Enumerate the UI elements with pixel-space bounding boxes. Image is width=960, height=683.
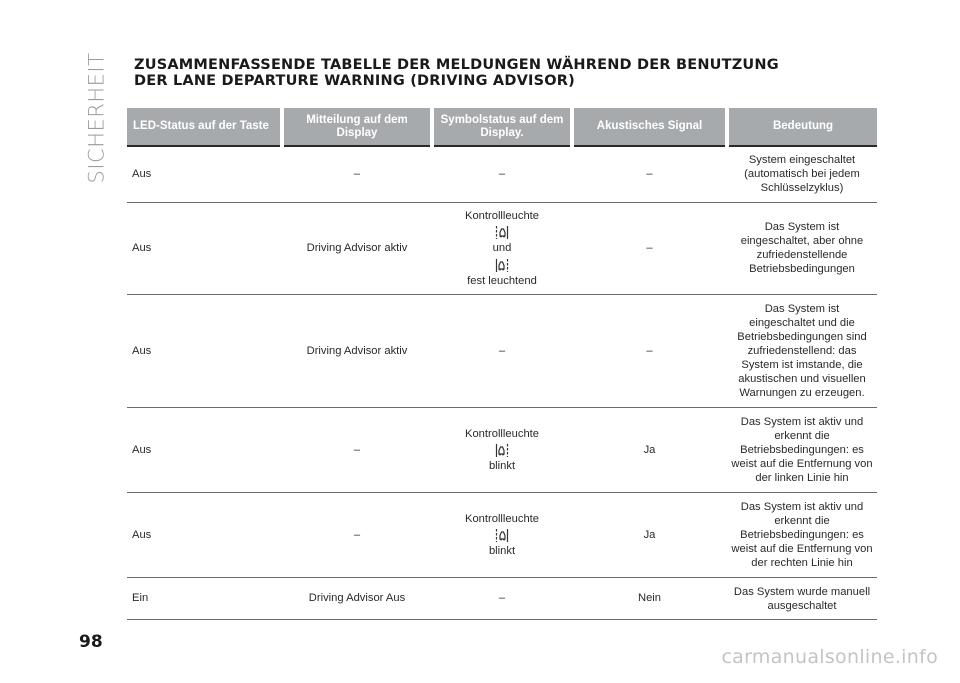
cell-message: Driving Advisor Aus bbox=[282, 578, 432, 620]
table-row bbox=[127, 146, 877, 202]
page-number: 98 bbox=[79, 632, 103, 652]
cell-meaning: Das System ist eingeschaltet und die Betriebsbedingungen sind zufriedenstellend: das System ist imstande, die akustischen und visuellen Warnungen zu erzeugen. bbox=[727, 295, 877, 408]
lane-left-icon bbox=[495, 224, 509, 240]
cell-symbol: – bbox=[432, 146, 572, 202]
cell-message: Driving Advisor aktiv bbox=[282, 202, 432, 295]
table-row bbox=[127, 408, 877, 493]
cell-led: Aus bbox=[127, 493, 282, 578]
cell-acoustic: Ja bbox=[572, 493, 727, 578]
cell-acoustic: – bbox=[572, 295, 727, 408]
header-meaning: Bedeutung bbox=[727, 108, 877, 146]
cell-led: Ein bbox=[127, 578, 282, 620]
cell-meaning: Das System ist eingeschaltet, aber ohne zufriedenstellende Betriebsbedingungen bbox=[727, 202, 877, 295]
cell-acoustic: Ja bbox=[572, 408, 727, 493]
cell-message: – bbox=[282, 146, 432, 202]
cell-acoustic: – bbox=[572, 146, 727, 202]
header-display-message: Mitteilung auf dem Display bbox=[282, 108, 432, 146]
cell-led: Aus bbox=[127, 295, 282, 408]
cell-led: Aus bbox=[127, 408, 282, 493]
cell-message: – bbox=[282, 493, 432, 578]
lane-right-icon bbox=[495, 442, 509, 458]
table-row bbox=[127, 578, 877, 620]
cell-message: Driving Advisor aktiv bbox=[282, 295, 432, 408]
cell-meaning: System eingeschaltet (automatisch bei jedem Schlüsselzyklus) bbox=[727, 146, 877, 202]
cell-symbol bbox=[432, 408, 572, 493]
cell-meaning: Das System ist aktiv und erkennt die Betriebsbedingungen: es weist auf die Entfernung von der linken Linie hin bbox=[727, 408, 877, 493]
table-row bbox=[127, 202, 877, 295]
symbol-state: fest leuchtend bbox=[467, 274, 537, 287]
page-title-line-1: ZUSAMMENFASSENDE TABELLE DER MELDUNGEN WÄHREND DER BENUTZUNG bbox=[134, 57, 779, 73]
cell-symbol: – bbox=[432, 295, 572, 408]
watermark: carmanualsonline.info bbox=[721, 646, 938, 668]
cell-symbol bbox=[432, 493, 572, 578]
cell-meaning: Das System wurde manuell ausgeschaltet bbox=[727, 578, 877, 620]
symbol-label: Kontrollleuchte bbox=[464, 209, 539, 222]
cell-symbol bbox=[432, 202, 572, 295]
symbol-label: Kontrollleuchte bbox=[464, 512, 539, 525]
symbol-state: blinkt bbox=[488, 545, 516, 558]
table-header-row bbox=[127, 108, 877, 146]
cell-acoustic: Nein bbox=[572, 578, 727, 620]
cell-meaning: Das System ist aktiv und erkennt die Betriebsbedingungen: es weist auf die Entfernung von der rechten Linie hin bbox=[727, 493, 877, 578]
section-side-title: SICHERHEIT bbox=[84, 52, 109, 184]
cell-acoustic: – bbox=[572, 202, 727, 295]
header-acoustic-signal: Akustisches Signal bbox=[572, 108, 727, 146]
symbol-label: Kontrollleuchte bbox=[464, 427, 539, 440]
table-row bbox=[127, 493, 877, 578]
header-led-status: LED-Status auf der Taste bbox=[127, 108, 282, 146]
messages-table bbox=[127, 108, 877, 620]
cell-led: Aus bbox=[127, 202, 282, 295]
cell-symbol: – bbox=[432, 578, 572, 620]
header-symbol-status: Symbolstatus auf dem Display. bbox=[432, 108, 572, 146]
lane-left-icon bbox=[495, 527, 509, 543]
table-row bbox=[127, 295, 877, 408]
symbol-conjunction: und bbox=[492, 242, 512, 255]
lane-right-icon bbox=[495, 257, 509, 273]
cell-led: Aus bbox=[127, 146, 282, 202]
symbol-state: blinkt bbox=[488, 460, 516, 473]
page-title bbox=[134, 57, 894, 89]
cell-message: – bbox=[282, 408, 432, 493]
page-title-line-2: DER LANE DEPARTURE WARNING (DRIVING ADVISOR) bbox=[134, 73, 575, 89]
